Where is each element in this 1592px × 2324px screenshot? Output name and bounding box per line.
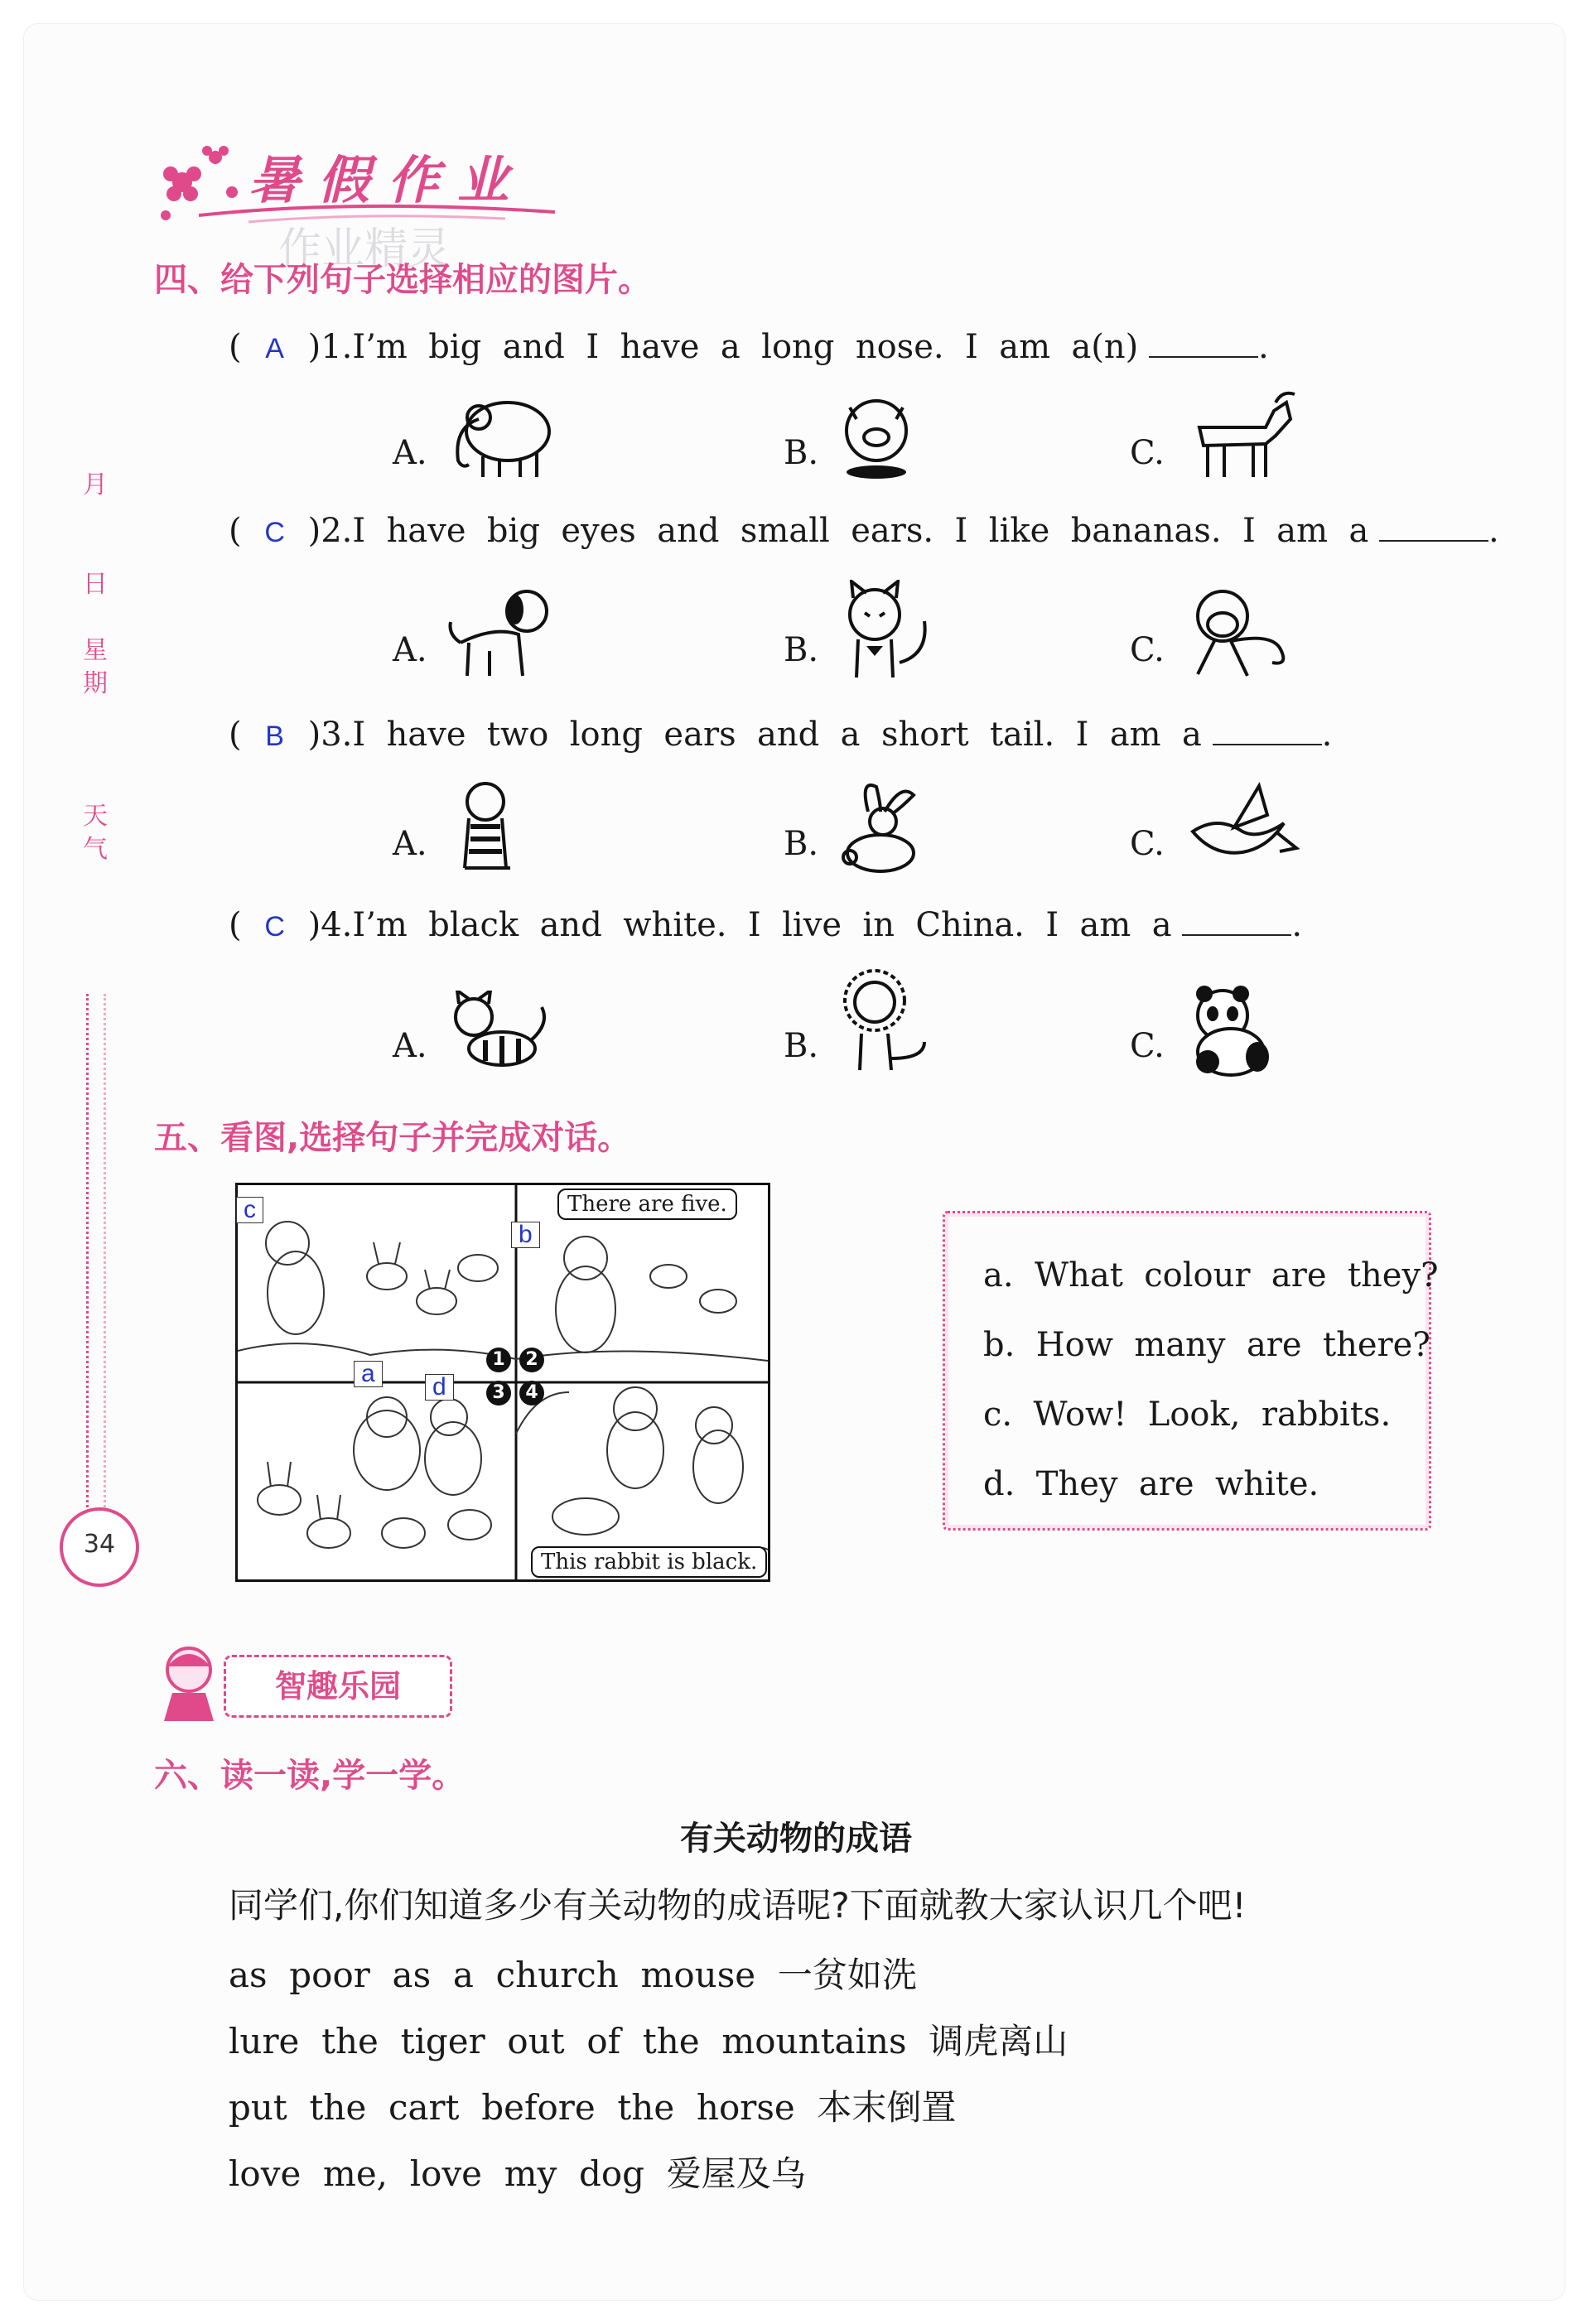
reading-title: 有关动物的成语: [680, 1820, 912, 1858]
question-4: ( C )4.I’m black and white. I live in China. I am a .: [229, 901, 1302, 944]
sidebar-weather-1: 天: [83, 802, 108, 831]
comic-strip: [235, 1183, 770, 1582]
q4-option-b: B.: [784, 1027, 819, 1065]
panel-number-2: 2: [519, 1348, 544, 1372]
comic-label-a[interactable]: a: [354, 1361, 383, 1387]
dialogue-option-a: a. What colour are they?: [983, 1256, 1439, 1295]
panel-number-4: 4: [519, 1381, 544, 1405]
q2-option-c: C.: [1130, 631, 1165, 669]
reading-intro: 同学们,你们知道多少有关动物的成语呢?下面就教大家认识几个吧!: [229, 1885, 1247, 1926]
comic-label-d[interactable]: d: [425, 1374, 454, 1401]
fun-corner-banner: 智趣乐园: [224, 1655, 452, 1718]
cat-icon: [444, 991, 552, 1073]
sidebar-month: 月: [83, 470, 108, 499]
section5-title: 五、看图,选择句子并完成对话。: [154, 1119, 631, 1157]
page-number: 34: [60, 1507, 139, 1587]
dialogue-option-d: d. They are white.: [983, 1465, 1319, 1503]
pig-icon: [835, 389, 918, 480]
q4-option-a: A.: [393, 1027, 427, 1065]
sidebar-weather-2: 气: [83, 835, 108, 864]
cat-icon: [833, 580, 941, 684]
speech-bubble-top: There are five.: [557, 1189, 737, 1220]
blank-1[interactable]: [1149, 323, 1258, 358]
watermark: 作业精灵: [278, 224, 451, 274]
idiom-3: put the cart before the horse 本末倒置: [229, 2087, 957, 2128]
blank-3[interactable]: [1213, 711, 1322, 745]
answer-2[interactable]: C: [264, 517, 285, 548]
idiom-1: as poor as a church mouse 一贫如洗: [229, 1955, 917, 1995]
rabbit-icon: [835, 779, 934, 878]
lion-icon: [833, 967, 941, 1075]
section6-title: 六、读一读,学一学。: [154, 1757, 466, 1795]
speech-bubble-bottom: This rabbit is black.: [531, 1546, 767, 1578]
blank-4[interactable]: [1182, 901, 1291, 936]
q2-option-b: B.: [784, 631, 819, 669]
tiger-icon: [444, 777, 535, 876]
header-title: 暑假作业: [248, 150, 528, 210]
idiom-4: love me, love my dog 爱屋及乌: [229, 2153, 806, 2194]
idiom-2: lure the tiger out of the mountains 调虎离山: [229, 2021, 1069, 2061]
dog-icon: [444, 585, 560, 684]
q1-option-a: A.: [393, 434, 427, 472]
q4-option-c: C.: [1130, 1027, 1165, 1065]
question-1: ( A )1.I’m big and I have a long nose. I am a(n) .: [229, 323, 1269, 366]
answer-4[interactable]: C: [264, 911, 285, 943]
vine-decoration: [86, 994, 106, 1507]
goat-icon: [1183, 386, 1299, 482]
bird-icon: [1184, 782, 1300, 873]
panda-icon: [1181, 982, 1281, 1078]
dialogue-option-c: c. Wow! Look, rabbits.: [983, 1396, 1392, 1434]
question-2: ( C )2.I have big eyes and small ears. I like bananas. I am a .: [229, 507, 1499, 550]
elephant-icon: [446, 386, 553, 481]
question-3: ( B )3.I have two long ears and a short tail. I am a .: [229, 711, 1332, 754]
section4-title: 四、给下列句子选择相应的图片。: [154, 261, 651, 299]
panel-number-1: 1: [486, 1348, 511, 1372]
girl-icon: [157, 1642, 220, 1724]
q3-option-b: B.: [784, 825, 819, 863]
monkey-icon: [1181, 583, 1297, 682]
q3-option-c: C.: [1130, 825, 1165, 863]
panel-number-3: 3: [486, 1381, 511, 1405]
dialogue-options-box: [943, 1211, 1439, 1531]
q1-option-b: B.: [784, 434, 819, 472]
sidebar-day: 日: [83, 570, 108, 599]
answer-1[interactable]: A: [265, 333, 284, 364]
q3-option-a: A.: [393, 825, 427, 863]
sidebar-week-2: 期: [83, 669, 108, 698]
sidebar-week-1: 星: [83, 636, 108, 665]
dialogue-option-b: b. How many are there?: [983, 1326, 1430, 1364]
q1-option-c: C.: [1130, 434, 1165, 472]
comic-label-b[interactable]: b: [511, 1222, 540, 1248]
comic-label-c[interactable]: c: [236, 1197, 263, 1223]
q2-option-a: A.: [393, 631, 427, 669]
blank-2[interactable]: [1379, 507, 1488, 542]
answer-3[interactable]: B: [265, 721, 284, 752]
